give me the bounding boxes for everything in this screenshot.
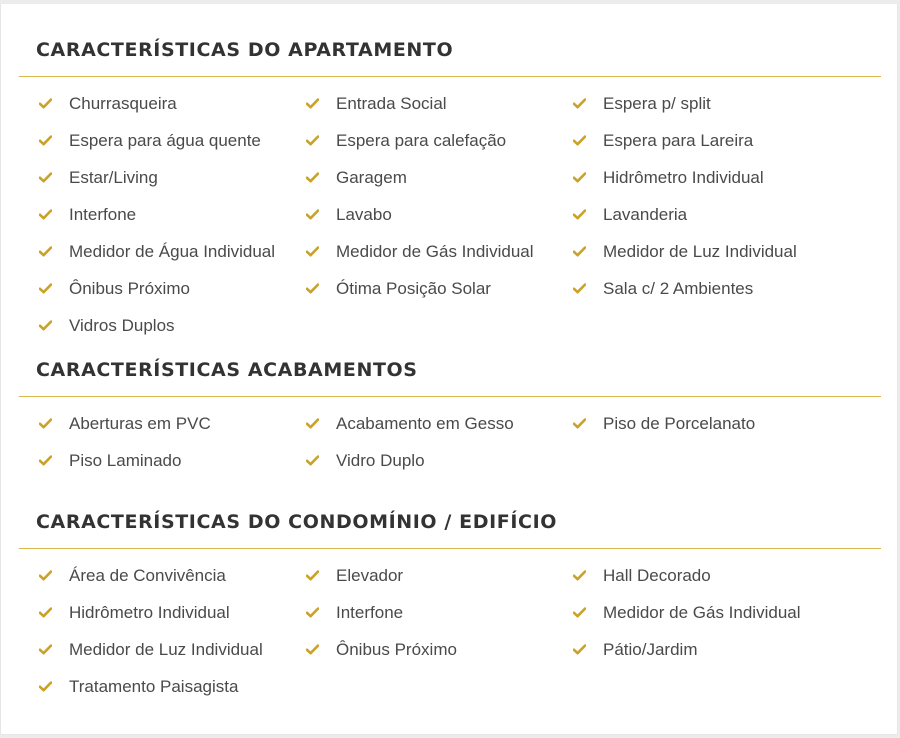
feature-label: Ônibus Próximo	[336, 640, 457, 659]
feature-label: Medidor de Luz Individual	[69, 640, 263, 659]
feature-label: Tratamento Paisagista	[69, 677, 239, 696]
section-title: CARACTERÍSTICAS DO APARTAMENTO	[36, 39, 454, 61]
check-icon	[306, 455, 319, 466]
check-icon	[39, 607, 52, 618]
check-icon	[306, 570, 319, 581]
check-icon	[573, 172, 586, 183]
check-icon	[39, 209, 52, 220]
feature-label: Piso Laminado	[69, 451, 182, 470]
feature-label: Sala c/ 2 Ambientes	[603, 279, 754, 298]
check-icon	[39, 283, 52, 294]
feature-label: Entrada Social	[336, 94, 447, 113]
feature-label: Medidor de Gás Individual	[336, 242, 534, 261]
feature-label: Piso de Porcelanato	[603, 414, 756, 433]
check-icon	[573, 98, 586, 109]
feature-label: Vidros Duplos	[69, 316, 175, 335]
check-icon	[573, 607, 586, 618]
feature-label: Medidor de Luz Individual	[603, 242, 797, 261]
feature-label: Ótima Posição Solar	[336, 279, 491, 298]
check-icon	[306, 283, 319, 294]
section-divider	[19, 548, 881, 549]
feature-label: Ônibus Próximo	[69, 279, 190, 298]
check-icon	[306, 172, 319, 183]
check-icon	[306, 607, 319, 618]
check-icon	[39, 98, 52, 109]
feature-label: Espera p/ split	[603, 94, 711, 113]
section-finishes	[19, 358, 881, 470]
section-title: CARACTERÍSTICAS ACABAMENTOS	[36, 359, 418, 381]
check-icon	[306, 418, 319, 429]
feature-label: Hidrômetro Individual	[603, 168, 764, 187]
feature-label: Estar/Living	[69, 168, 158, 187]
feature-label: Elevador	[336, 566, 404, 585]
feature-label: Espera para Lareira	[603, 131, 754, 150]
check-icon	[306, 98, 319, 109]
check-icon	[573, 135, 586, 146]
feature-label: Interfone	[336, 603, 404, 622]
check-icon	[39, 320, 52, 331]
feature-label: Vidro Duplo	[336, 451, 425, 470]
feature-label: Acabamento em Gesso	[336, 414, 514, 433]
section-apartment	[19, 38, 881, 335]
feature-label: Hall Decorado	[603, 566, 711, 585]
check-icon	[573, 644, 586, 655]
feature-label: Interfone	[69, 205, 137, 224]
feature-label: Hidrômetro Individual	[69, 603, 230, 622]
check-icon	[306, 135, 319, 146]
check-icon	[573, 418, 586, 429]
feature-label: Medidor de Água Individual	[69, 242, 276, 261]
feature-label: Aberturas em PVC	[69, 414, 211, 433]
check-icon	[39, 570, 52, 581]
feature-label: Pátio/Jardim	[603, 640, 698, 659]
feature-label: Lavabo	[336, 205, 392, 224]
check-icon	[39, 681, 52, 692]
section-divider	[19, 76, 881, 77]
feature-label: Medidor de Gás Individual	[603, 603, 801, 622]
check-icon	[573, 209, 586, 220]
check-icon	[39, 246, 52, 257]
check-icon	[306, 644, 319, 655]
check-icon	[39, 418, 52, 429]
feature-label: Lavanderia	[603, 205, 688, 224]
section-condominium	[19, 510, 881, 696]
check-icon	[39, 455, 52, 466]
section-divider	[19, 396, 881, 397]
feature-label: Espera para calefação	[336, 131, 507, 150]
check-icon	[306, 246, 319, 257]
check-icon	[573, 283, 586, 294]
feature-label: Churrasqueira	[69, 94, 177, 113]
feature-label: Espera para água quente	[69, 131, 261, 150]
check-icon	[39, 172, 52, 183]
check-icon	[39, 644, 52, 655]
features-card	[0, 4, 898, 735]
feature-label: Área de Convivência	[69, 566, 226, 585]
section-title: CARACTERÍSTICAS DO CONDOMÍNIO / EDIFÍCIO	[36, 511, 557, 533]
check-icon	[39, 135, 52, 146]
check-icon	[306, 209, 319, 220]
check-icon	[573, 246, 586, 257]
feature-label: Garagem	[336, 168, 407, 187]
check-icon	[573, 570, 586, 581]
